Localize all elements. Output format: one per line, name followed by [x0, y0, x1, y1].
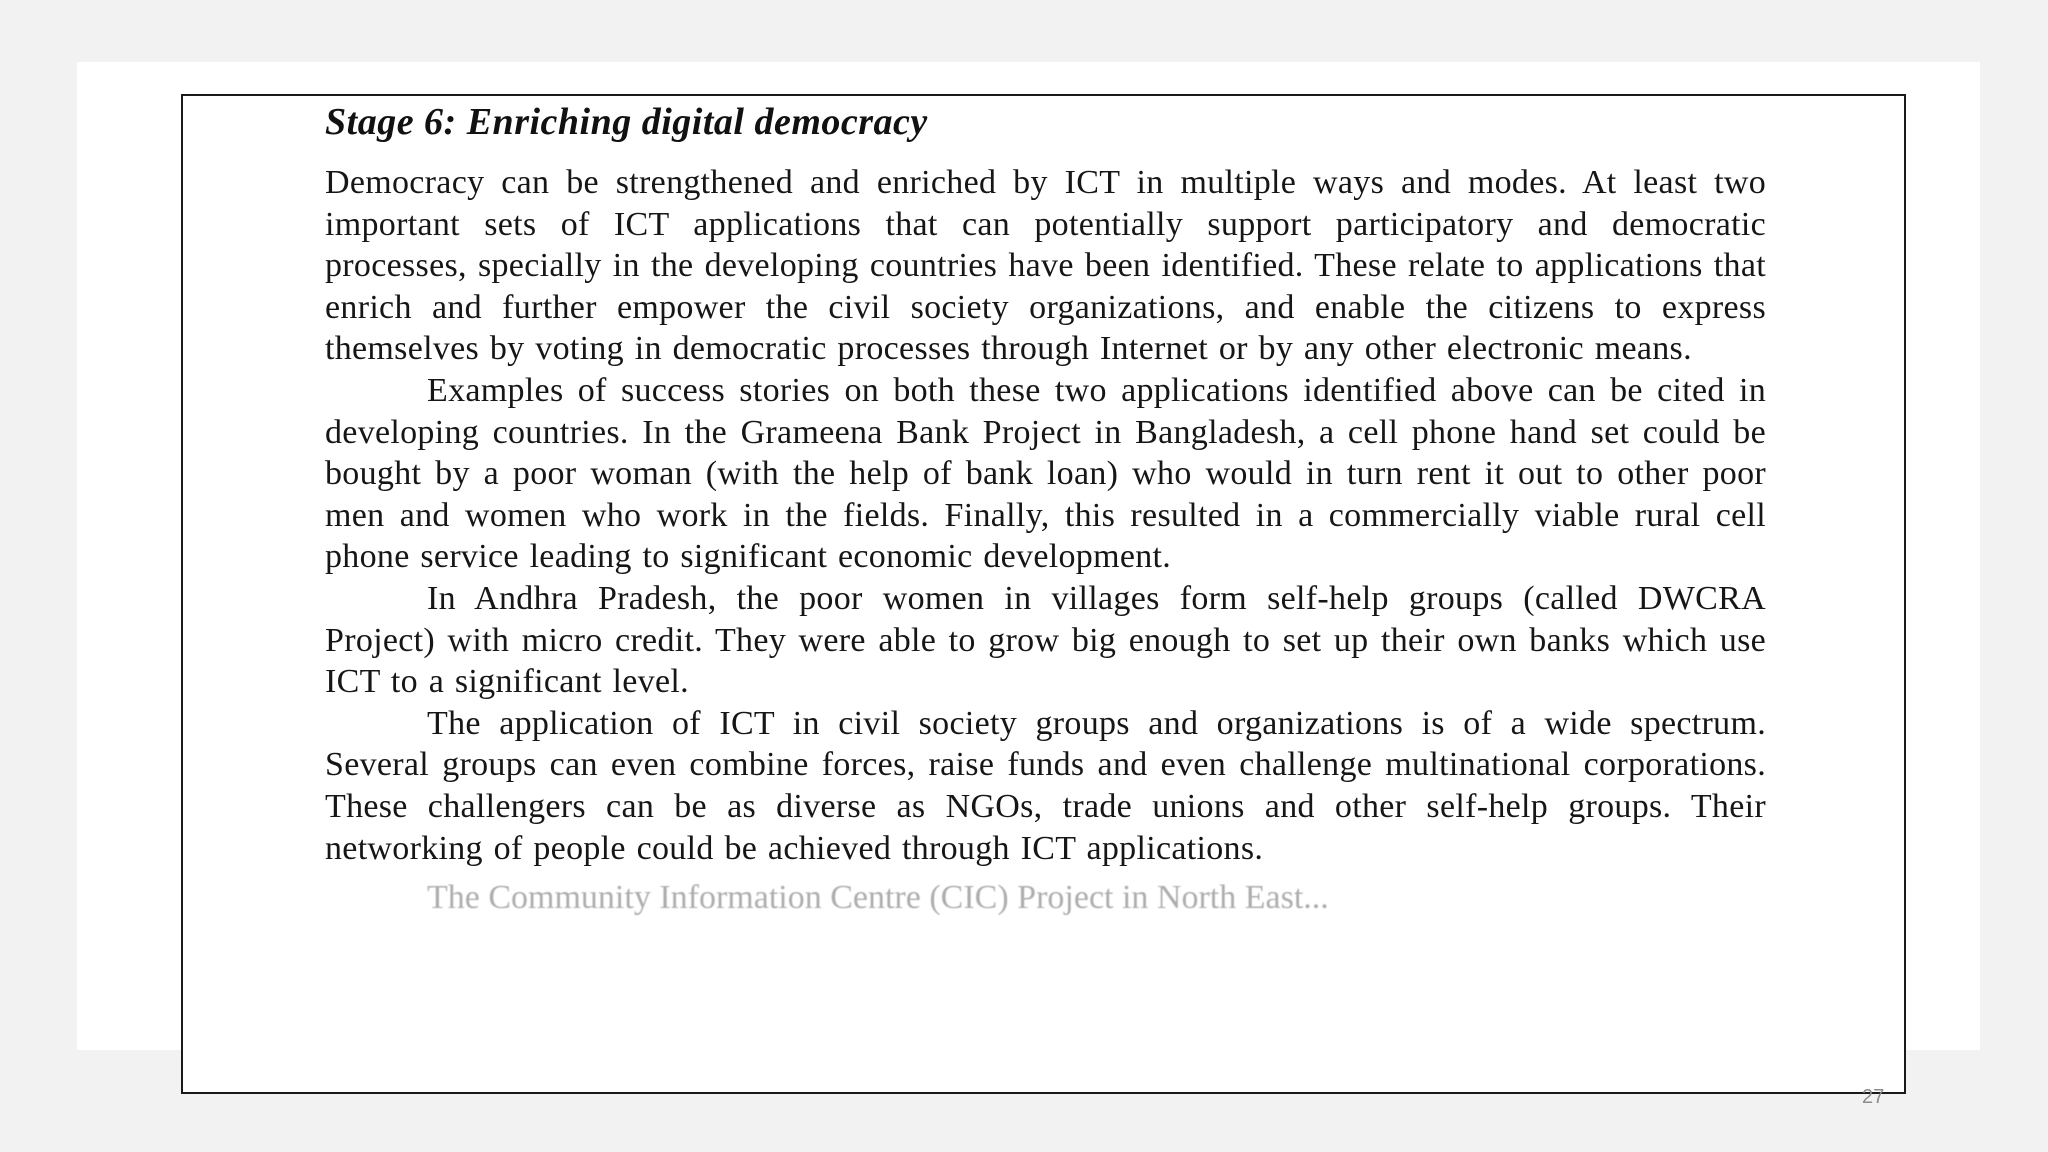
page-number: 27 [1862, 1086, 1885, 1108]
document-body [325, 96, 1766, 917]
scanned-document-frame [181, 94, 1906, 1094]
paragraph-1: Democracy can be strengthened and enriched by ICT in multiple ways and modes. At least two important sets of ICT applications that can potentially support participatory and democratic processes, specially in the developing countries have been identified. These relate to applications that enrich and further empower the civil society organizations, and enable the citizens to express themselves by voting in democratic processes through Internet or by any other electronic means. [325, 164, 1766, 368]
cut-off-text-line: The Community Information Centre (CIC) Project in North East... [427, 879, 1329, 917]
slide-content-area [77, 62, 1980, 1050]
document-title: Stage 6: Enriching digital democracy [325, 101, 928, 143]
paragraph-2: Examples of success stories on both these two applications identified above can be cited in developing countries. In the Grameena Bank Project in Bangladesh, a cell phone hand set could be bought by a poor woman (with the help of bank loan) who would in turn rent it out to other poor men and women who work in the fields. Finally, this resulted in a commercially viable rural cell phone service leading to significant economic development. [325, 371, 1766, 576]
paragraph-4: The application of ICT in civil society groups and organizations is of a wide spectrum. Several groups can even combine forces, raise funds and even challenge multinational corporations. These challengers can be as diverse as NGOs, trade unions and other self-help groups. Their networking of people could be achieved through ICT applications. [325, 704, 1766, 867]
paragraph-3: In Andhra Pradesh, the poor women in villages form self-help groups (called DWCRA Project) with micro credit. They were able to grow big enough to set up their own banks which use ICT to a significant level. [325, 579, 1766, 701]
